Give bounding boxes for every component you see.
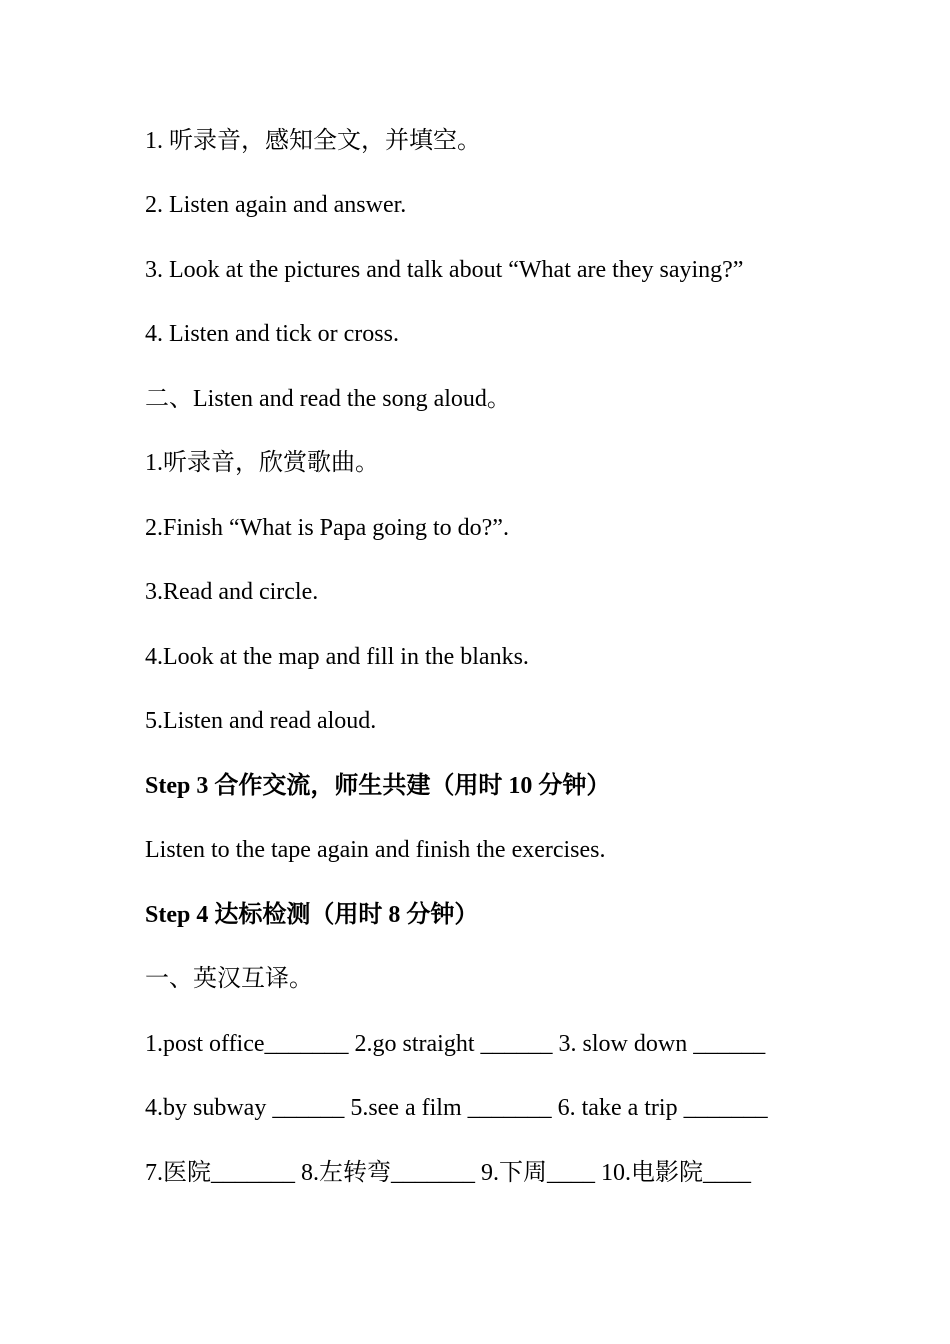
instruction-enjoy-song: 1.听录音，欣赏歌曲。: [145, 450, 379, 476]
step-4-heading: Step 4 达标检测（用时 8 分钟）: [145, 902, 479, 928]
instruction-finish-papa: 2.Finish “What is Papa going to do?”.: [145, 515, 509, 541]
instruction-read-aloud: 5.Listen and read aloud.: [145, 708, 377, 734]
instruction-look-pictures: 3. Look at the pictures and talk about “What are they saying?”: [145, 257, 744, 283]
step-3-heading: Step 3 合作交流，师生共建（用时 10 分钟）: [145, 773, 611, 799]
instruction-map-blanks: 4.Look at the map and fill in the blanks.: [145, 644, 529, 670]
translation-row-3: 7.医院_______ 8.左转弯_______ 9.下周____ 10.电影院____: [145, 1160, 751, 1186]
translation-heading: 一、英汉互译。: [145, 966, 313, 992]
instruction-tick-cross: 4. Listen and tick or cross.: [145, 321, 399, 347]
step-3-text: Listen to the tape again and finish the exercises.: [145, 837, 606, 863]
instruction-listen-again: 2. Listen again and answer.: [145, 192, 407, 218]
translation-row-1: 1.post office_______ 2.go straight ______ 3. slow down ______: [145, 1031, 766, 1057]
instruction-read-circle: 3.Read and circle.: [145, 579, 319, 605]
section-heading-song: 二、Listen and read the song aloud。: [145, 386, 511, 412]
instruction-listen-recording: 1. 听录音，感知全文，并填空。: [145, 128, 481, 154]
translation-row-2: 4.by subway ______ 5.see a film _______ 6. take a trip _______: [145, 1095, 768, 1121]
